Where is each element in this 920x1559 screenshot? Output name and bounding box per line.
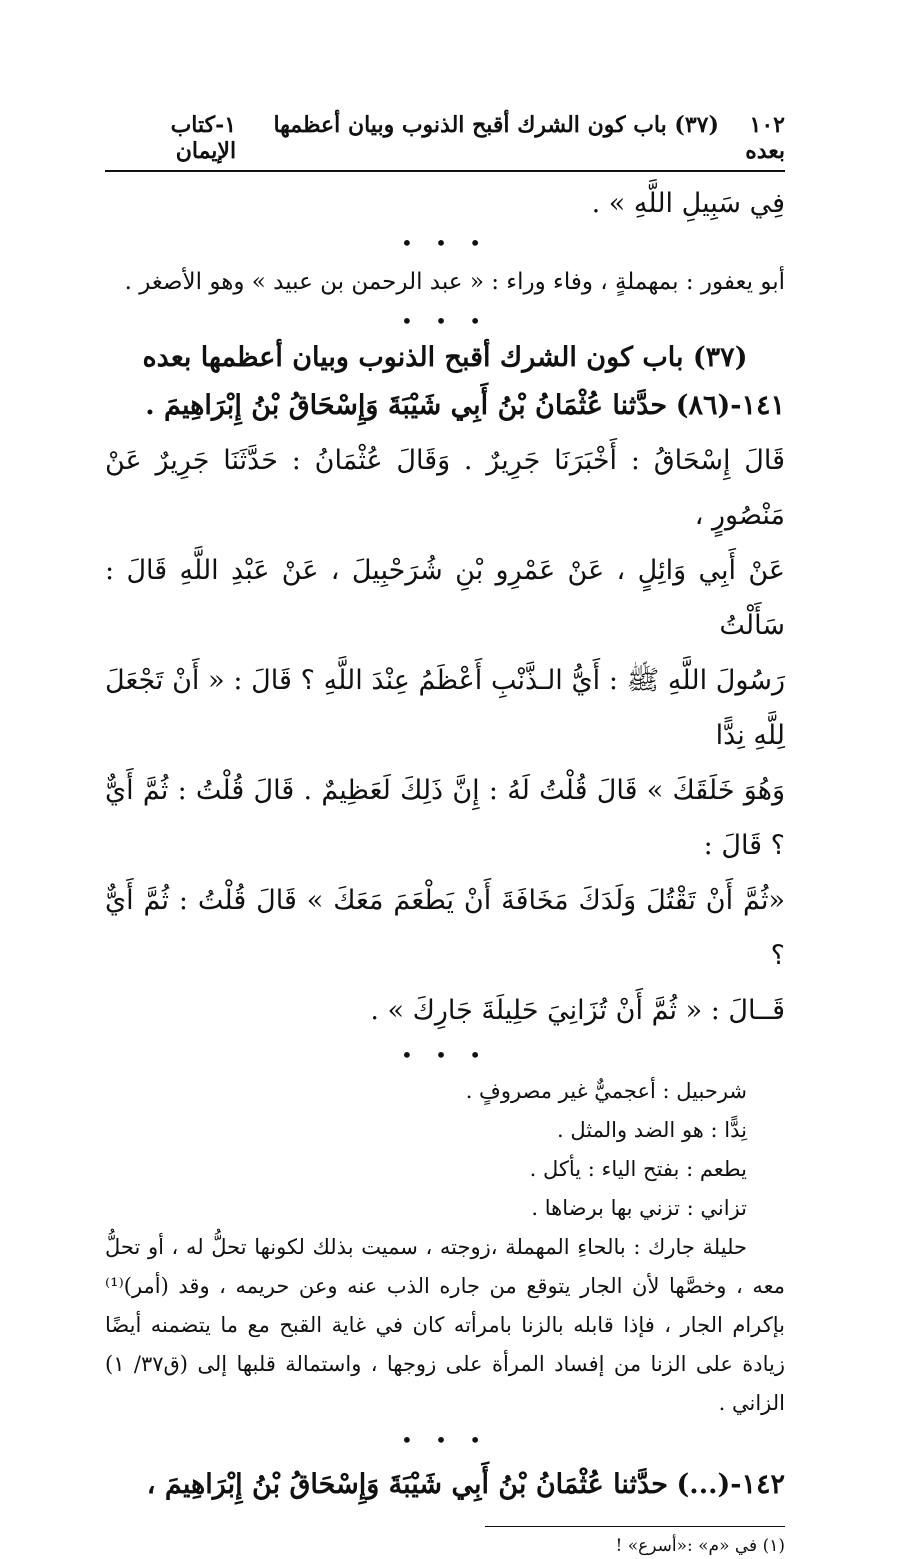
- note-item: نِدًّا : هو الضد والمثل .: [557, 1118, 747, 1142]
- continuation-line: فِي سَبِيلِ اللَّهِ » .: [591, 188, 785, 219]
- page-number: ١٠٢: [749, 112, 785, 138]
- header-right: [236, 112, 785, 164]
- hadith-line: وَهُوَ خَلَقَكَ » قَالَ قُلْتُ لَهُ : إِنَّ ذَلِكَ لَعَظِيمٌ . قَالَ قُلْتُ : ثُمَّ أَيٌّ ؟ قَالَ :: [105, 775, 785, 861]
- glossary-notes: [105, 1072, 785, 1423]
- note-item: شرحبيل : أعجميٌّ غير مصروفٍ .: [465, 1079, 747, 1103]
- chapter-title: (٣٧) باب كون الشرك أقبح الذنوب وبيان أعظمها بعده: [273, 112, 785, 164]
- hadith-142-opening: [105, 1457, 785, 1512]
- book-title: ١-كتاب الإيمان: [170, 112, 237, 164]
- note-abu-yafur: أبو يعفور : بمهملةٍ ، وفاء وراء : « عبد الرحمن بن عبيد » وهو الأصغر .: [124, 269, 785, 295]
- hadith-line: حدَّثنا عُثْمَانُ بْنُ أَبِي شَيْبَةَ وَإِسْحَاقُ بْنُ إِبْرَاهِيمَ ،: [146, 1469, 668, 1500]
- footnote: (١) في «م» :«أسرع» !: [615, 1536, 785, 1556]
- separator: • • •: [400, 231, 490, 255]
- hadith-line: قَالَ إِسْحَاقُ : أَخْبَرَنَا جَرِيرٌ . وَقَالَ عُثْمَانُ : حَدَّثَنَا جَرِيرٌ عَنْ مَنْصُورٍ ،: [105, 445, 785, 531]
- bab-title: (٣٧) باب كون الشرك أقبح الذنوب وبيان أعظمها بعده: [142, 342, 748, 373]
- hadith-line: قَــالَ : « ثُمَّ أَنْ تُزَانِيَ حَلِيلَةَ جَارِكَ » .: [370, 995, 785, 1026]
- separator: • • •: [400, 309, 490, 333]
- hadith-line: عَنْ أَبِي وَائِلٍ ، عَنْ عَمْرِو بْنِ شُرَحْبِيلَ ، عَنْ عَبْدِ اللَّهِ قَالَ : سَأَلْتُ: [105, 555, 785, 641]
- hadith-line: حدَّثنا عُثْمَانُ بْنُ أَبِي شَيْبَةَ وَإِسْحَاقُ بْنُ إِبْرَاهِيمَ .: [145, 390, 668, 421]
- page-body: [105, 182, 785, 1559]
- hadith-line: «ثُمَّ أَنْ تَقْتُلَ وَلَدَكَ مَخَافَةَ أَنْ يَطْعَمَ مَعَكَ » قَالَ قُلْتُ : ثُمَّ أَيٌّ ؟: [105, 885, 785, 971]
- note-item: تزاني : تزني بها برضاها .: [531, 1196, 747, 1220]
- footnote-rule: [485, 1526, 785, 1527]
- note-item: حليلة جارك : بالحاءِ المهملة ،زوجته ، سميت بذلك لكونها تحلُّ له ، أو تحلُّ معه ، وخصَّها لأن الجار يتوقع من جاره الذب عنه وعن حريمه ، وقد (أمر)⁽¹⁾ بإكرام الجار ، فإذا قابله بالزنا بامرأته كان في غاية القبح مع ما يتضمنه أيضًا زيادة على الزنا من إفساد المرأة على زوجها ، واستمالة قلبها إلى (ق٣٧/ ١) الزاني .: [105, 1235, 785, 1415]
- note-item: يطعم : بفتح الياء : يأكل .: [529, 1157, 747, 1181]
- separator: • • •: [400, 1043, 490, 1067]
- hadith-number: ١٤١-(٨٦): [675, 390, 785, 421]
- hadith-line: رَسُولَ اللَّهِ ﷺ : أَيُّ الـذَّنْبِ أَعْظَمُ عِنْدَ اللَّهِ ؟ قَالَ : « أَنْ تَجْعَلَ لِلَّهِ نِدًّا: [105, 665, 785, 751]
- book-page: [105, 112, 785, 1559]
- hadith-141-opening: [105, 378, 785, 433]
- separator: • • •: [400, 1428, 490, 1452]
- running-header: [105, 112, 785, 172]
- hadith-number: ١٤٢-(...): [676, 1469, 785, 1500]
